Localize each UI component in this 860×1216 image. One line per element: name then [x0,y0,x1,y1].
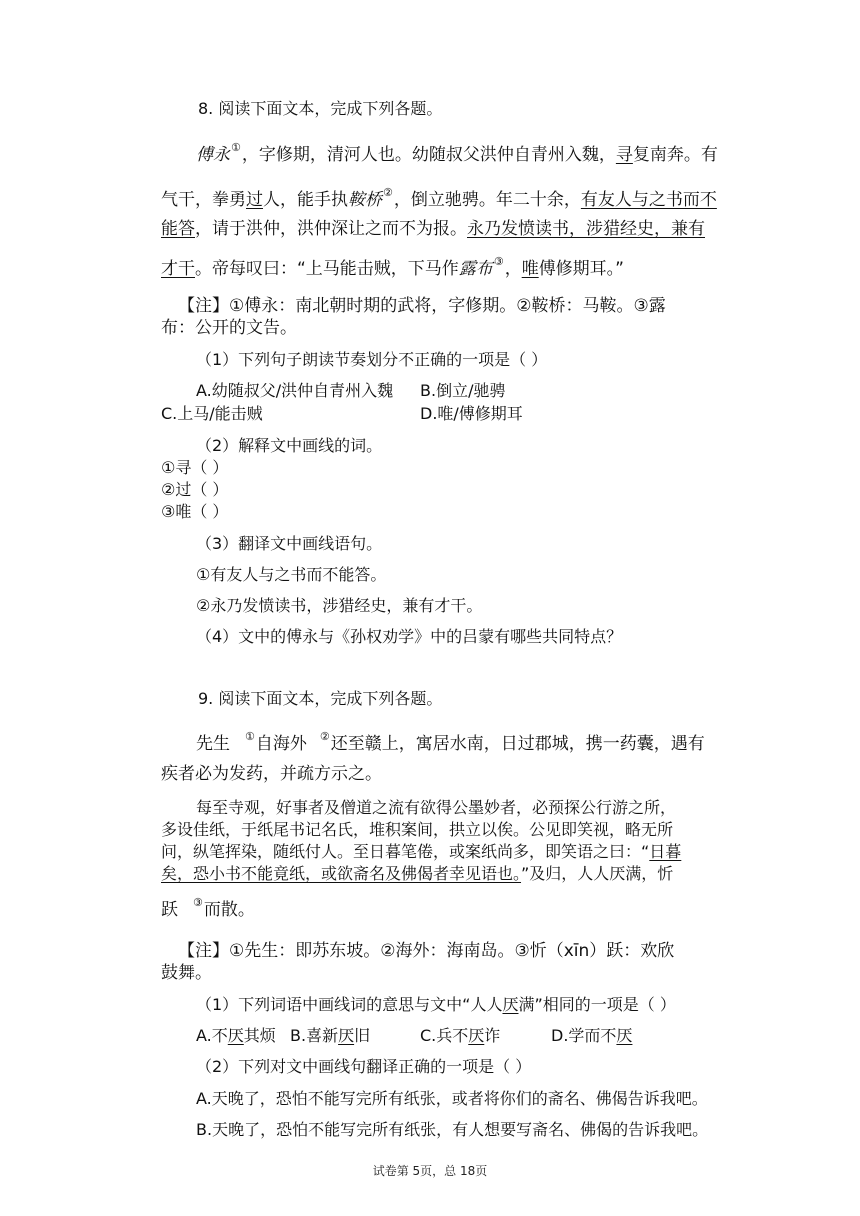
q8-title: 8. 阅读下面文本，完成下列各题。 [198,99,443,118]
q9-note-line-2: 鼓舞。 [161,963,212,983]
option-text: 其烦 [243,1026,276,1045]
question-text: 满”相同的一项是（ ） [518,995,676,1014]
q8-option-c[interactable]: C.上马/能击贼 [161,404,263,423]
q8-q3-item-1: ①有友人与之书而不能答。 [196,565,387,584]
underlined-word: 厌 [338,1026,355,1045]
underlined-word: 厌 [468,1026,485,1045]
q9-passage-line-7 [161,896,255,923]
note-marker: ① [231,141,241,154]
q9-passage-line-1 [196,730,705,757]
passage-text: 傅修期耳。” [538,259,624,279]
q9-option-d[interactable] [551,1025,632,1047]
passage-text: ，字修期，清河人也。幼随叔父洪仲自青州入魏， [241,145,616,165]
q8-q3-item-2: ②永乃发愤读书，涉猎经史，兼有才干。 [196,596,483,615]
option-text: C.兵不 [420,1026,469,1045]
underlined-sentence-2b: 才干 [161,259,195,279]
q9-option-2b[interactable]: B.天晚了，恐怕不能写完所有纸张，有人想要写斋名、佛偈的告诉我吧。 [196,1120,709,1139]
note-marker: ① [245,730,255,743]
underlined-word: 厌 [616,1026,633,1045]
underlined-word-xun: 寻 [615,145,633,165]
q9-option-b[interactable] [290,1025,370,1047]
q8-passage-line-1 [196,141,718,168]
option-text: 诈 [484,1026,501,1045]
note-marker: ② [383,186,393,199]
passage-text: 先生 [196,734,230,754]
q9-question-1 [196,994,676,1016]
underlined-sentence-1b: 能答 [161,219,195,239]
q8-passage-line-3 [161,218,705,240]
question-text: （1）下列词语中画线词的意思与文中“人人 [196,995,503,1014]
passage-text: 人，能手执 [263,190,348,210]
q9-option-c[interactable] [420,1025,500,1047]
page-footer: 试卷第 5页，总 18页 [372,1164,488,1178]
name-fuyong: 傅永 [196,145,230,165]
q9-question-2: （2）下列对文中画线句翻译正确的一项是（ ） [196,1057,532,1076]
q9-passage-line-6 [161,863,673,885]
passage-text: 复南奔。有 [632,145,718,165]
q9-passage-line-4: 多设佳纸，于纸尾书记名氏，堆积案间，拱立以俟。公见即笑视，略无所 [161,820,674,839]
note-marker: ③ [493,255,504,268]
option-text: B.喜新 [290,1026,339,1045]
q8-passage-line-4 [161,255,624,282]
note-marker: ③ [193,896,203,909]
underlined-sentence-a: 日暮 [649,842,682,861]
q8-q2-item-3[interactable]: ③唯（ ） [161,502,229,521]
q8-option-a[interactable]: A.幼随叔父/洪仲自青州入魏 [196,381,394,400]
q9-title: 9. 阅读下面文本，完成下列各题。 [198,689,443,708]
passage-text: 跃 [161,900,178,920]
word-anqiao: 鞍桥 [348,190,382,210]
passage-text: 还至赣上，寓居水南，日过郡城，携一药囊，遇有 [330,734,705,754]
underlined-word: 厌 [227,1026,244,1045]
passage-text: 气干，拳勇 [161,190,246,210]
passage-text: 。帝每叹曰：“上马能击贼，下马作 [195,259,459,279]
q8-option-b[interactable]: B.倒立/驰骋 [420,381,506,400]
q9-note-line-1: 【注】①先生：即苏东坡。②海外：海南岛。③忻（xīn）跃：欢欣 [178,941,675,961]
note-marker: ② [319,730,330,743]
q8-question-4: （4）文中的傅永与《孙权劝学》中的吕蒙有哪些共同特点？ [196,627,623,646]
q8-note-line-1: 【注】①傅永：南北朝时期的武将，字修期。②鞍桥：马鞍。③露 [178,296,666,316]
q8-question-2: （2）解释文中画线的词。 [196,436,383,455]
passage-text: ，倒立驰骋。年二十余， [393,190,581,210]
passage-text: ， [504,259,522,279]
underlined-sentence-b: 矣，恐小书不能竟纸，或欲斋名及佛偈者幸见语也。 [161,864,522,883]
word-lubu: 露布 [458,259,493,279]
q8-question-3: （3）翻译文中画线语句。 [196,534,383,553]
q9-passage-line-5 [161,841,681,863]
underlined-word-yan: 厌 [502,995,519,1014]
q8-q2-item-2[interactable]: ②过（ ） [161,480,229,499]
passage-text: ，请于洪仲，洪仲深让之而不为报。 [195,219,467,239]
q9-option-2a[interactable]: A.天晚了，恐怕不能写完所有纸张，或者将你们的斋名、佛偈告诉我吧。 [196,1089,708,1108]
option-text: 旧 [354,1026,371,1045]
passage-text: 问，纵笔挥染，随纸付人。至日暮笔倦，或案纸尚多，即笑语之曰：“ [161,842,650,861]
underlined-word-wei: 唯 [521,259,539,279]
q9-passage-line-3: 每至寺观，好事者及僧道之流有欲得公墨妙者，必预探公行游之所， [196,798,677,817]
passage-text: 而散。 [203,900,255,920]
q8-q2-item-1[interactable]: ①寻（ ） [161,458,229,477]
underlined-sentence-1a: 有友人与之书而不 [580,190,717,210]
q8-note-line-2: 布：公开的文告。 [161,318,297,338]
q8-passage-line-2 [161,186,717,213]
q9-passage-line-2: 疾者必为发药，并疏方示之。 [161,764,382,784]
q9-option-a[interactable] [196,1025,276,1047]
option-text: A.不 [196,1026,228,1045]
option-text: D.学而不 [551,1026,617,1045]
passage-text: 自海外 [255,734,307,754]
q8-question-1: （1）下列句子朗读节奏划分不正确的一项是（ ） [196,350,548,369]
q8-option-d[interactable]: D.唯/傅修期耳 [420,404,523,423]
passage-text: ”及归，人人厌满，忻 [521,864,674,883]
underlined-sentence-2a: 永乃发愤读书，涉猎经史，兼有 [467,219,705,239]
underlined-word-guo: 过 [246,190,263,210]
